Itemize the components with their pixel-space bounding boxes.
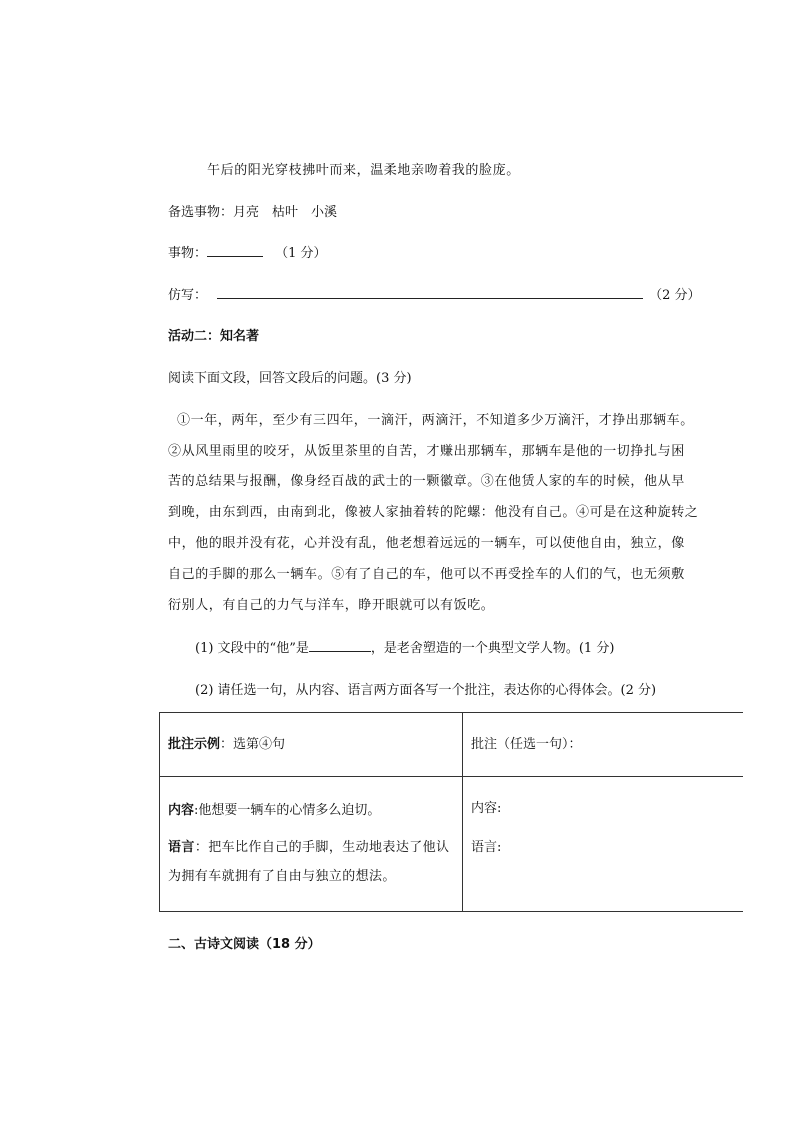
passage-line: 衍别人，有自己的力气与洋车，睁开眼就可以有饭吃。 [168,598,495,613]
example-label: 批注示例 [168,737,221,752]
passage-line: 到晚，由东到西，由南到北，像被人家抽着转的陀螺：他没有自己。④可是在这种旋转之 [168,505,699,520]
language-label: 语言 [168,840,195,855]
example-text: ：选第④句 [220,737,286,752]
passage-line: 自己的手脚的那么一辆车。⑤有了自己的车，他可以不再受拴车的人们的气，也无须敷 [168,567,685,582]
passage-line: 苦的总结果与报酬，像身经百战的武士的一颗徽章。③在他赁人家的车的时候，他从早 [168,474,685,489]
item-label: 事物： [168,246,208,261]
imitate-blank[interactable] [217,286,643,299]
annotation-table [159,712,743,912]
content-label: 内容 [168,803,195,818]
example-header-cell [160,713,463,777]
passage-line: ②从风里雨里的咬牙，从饭里茶里的自苦，才赚出那辆车，那辆车是他的一切挣扎与困 [168,444,685,459]
q1-before: (1) 文段中的“他”是 [195,641,309,656]
your-content: 内容: [471,801,502,816]
item-points: （1 分） [275,246,327,261]
language-text-2: 为拥有车就拥有了自由与独立的想法。 [168,869,396,884]
your-body-cell[interactable] [463,777,744,912]
imitate-label: 仿写： [168,288,208,303]
options-line: 备选事物：月亮 枯叶 小溪 [168,205,338,220]
q1-after: ，是老舍塑造的一个典型文学人物。(1 分) [370,641,615,656]
passage-line: ①一年，两年，至少有三四年，一滴汗，两滴汗，不知道多少万滴汗，才挣出那辆车。 [177,413,694,428]
question-2: (2) 请任选一句，从内容、语言两方面各写一个批注，表达你的心得体会。(2 分) [195,683,657,698]
language-text-1: ：把车比作自己的手脚，生动地表达了他认 [194,840,450,855]
q1-blank[interactable] [309,639,371,652]
activity-title: 活动二：知名著 [168,329,260,344]
your-header: 批注（任选一句）： [471,737,582,752]
read-instruction: 阅读下面文段，回答文段后的问题。(3 分) [168,371,412,386]
imitate-points: （2 分） [649,288,701,303]
item-blank[interactable] [207,244,263,257]
content-text: :他想要一辆车的心情多么迫切。 [194,803,381,818]
intro-sentence: 午后的阳光穿枝拂叶而来，温柔地亲吻着我的脸庞。 [207,163,520,178]
your-header-cell [463,713,744,777]
section-title: 二、古诗文阅读（18 分） [168,937,321,952]
passage-line: 中，他的眼并没有花，心并没有乱，他老想着远远的一辆车，可以使他自由，独立，像 [168,536,685,551]
question-1 [195,637,614,656]
imitate-line [168,284,701,303]
your-language: 语言: [471,840,502,855]
item-line [168,242,327,261]
example-body-cell [160,777,463,912]
